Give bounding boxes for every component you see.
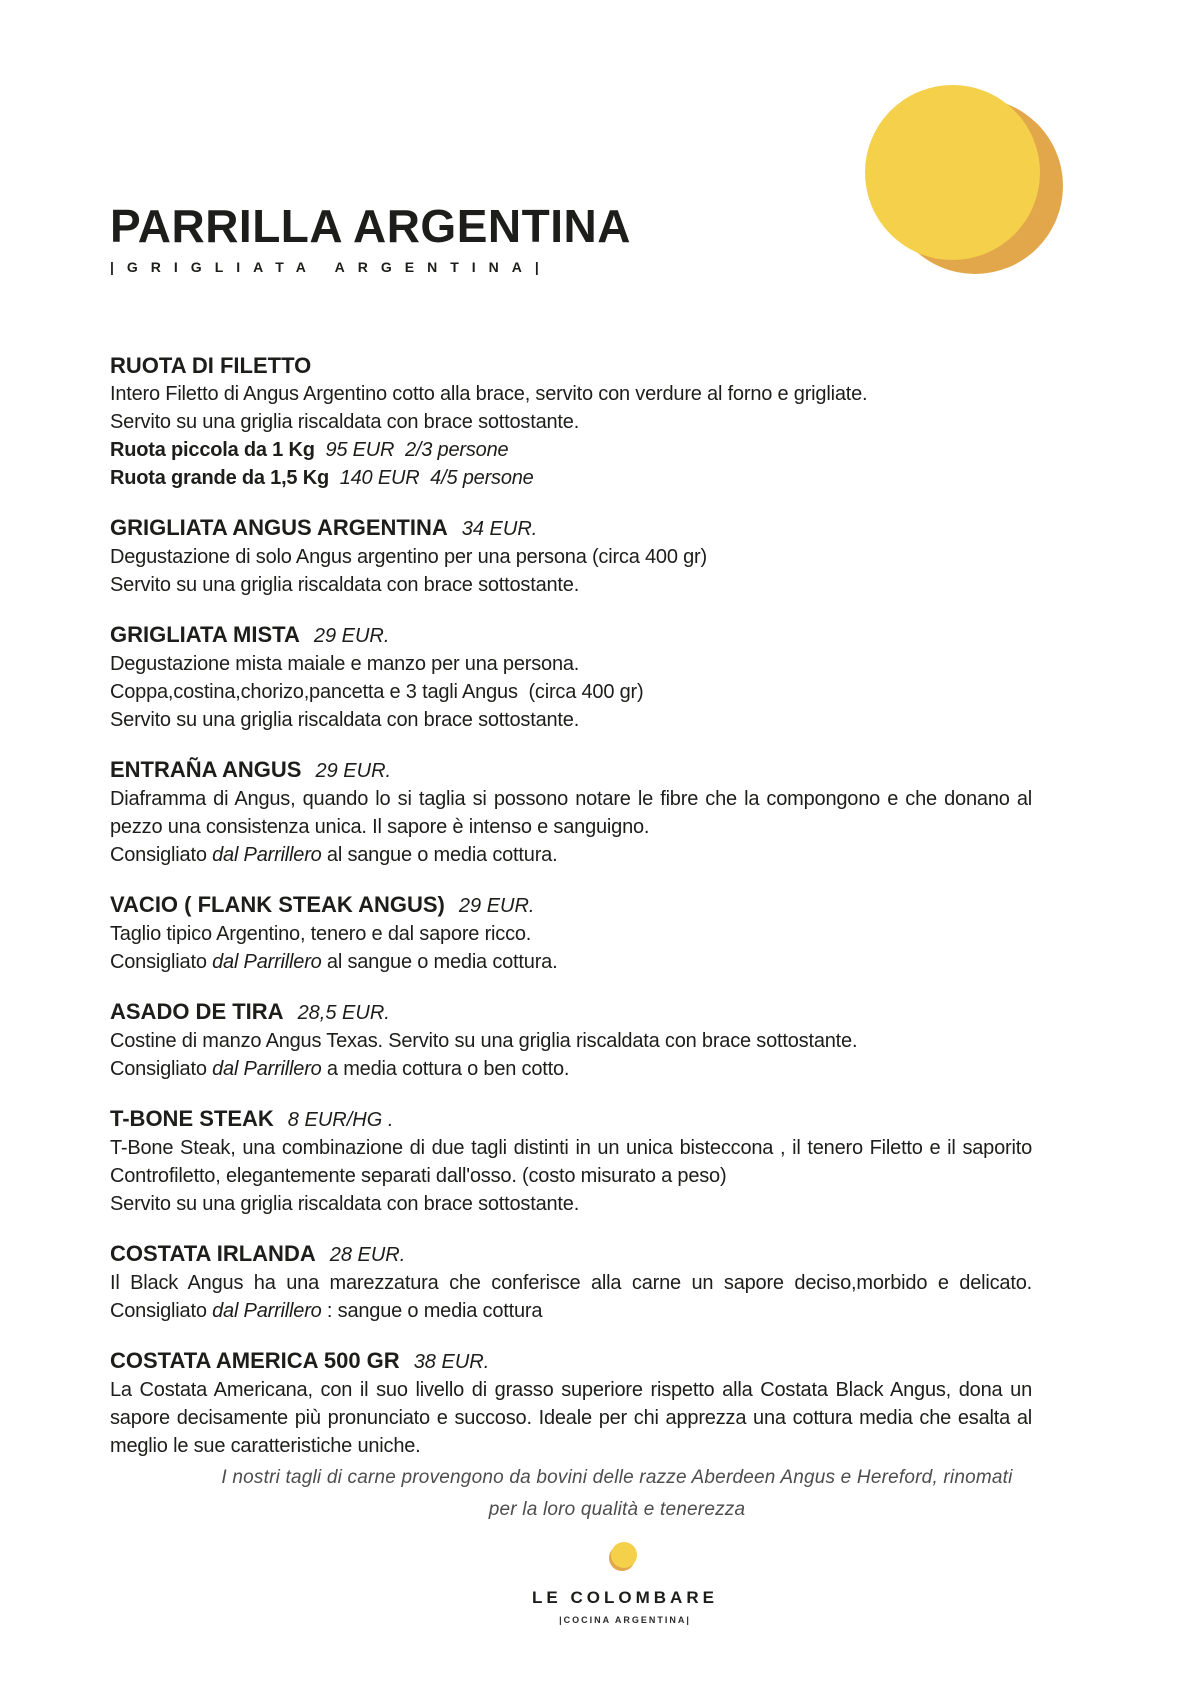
menu-item-header bbox=[110, 1347, 1032, 1376]
menu-item-line bbox=[110, 543, 1032, 571]
menu-item-line bbox=[110, 1190, 1032, 1218]
footer-sun-icon bbox=[611, 1542, 639, 1570]
menu-item-price: 28 EUR. bbox=[329, 1244, 406, 1266]
menu-item bbox=[110, 352, 1032, 492]
text-segment: dal Parrillero bbox=[212, 1058, 322, 1080]
menu-item-line bbox=[110, 1027, 1032, 1055]
page-subtitle: |GRIGLIATA ARGENTINA| bbox=[110, 259, 552, 275]
menu-item-line bbox=[110, 1269, 1032, 1297]
menu-item bbox=[110, 514, 1032, 599]
text-segment: Il Black Angus ha una marezzatura che conferisce alla carne un sapore deciso,morbido e delicato. bbox=[110, 1272, 1032, 1294]
menu-item bbox=[110, 621, 1032, 734]
menu-item-header bbox=[110, 891, 1032, 920]
text-segment: Servito su una griglia riscaldata con brace sottostante. bbox=[110, 574, 580, 596]
menu-item-name: T-BONE STEAK bbox=[110, 1106, 274, 1131]
text-segment: al sangue o media cottura. bbox=[321, 844, 558, 866]
menu-item-line bbox=[110, 650, 1032, 678]
text-segment: Taglio tipico Argentino, tenero e dal sapore ricco. bbox=[110, 923, 532, 945]
text-segment: dal Parrillero bbox=[212, 951, 322, 973]
brand-subtitle: |COCINA ARGENTINA| bbox=[559, 1615, 691, 1625]
sun-logo bbox=[865, 85, 1065, 285]
menu-item-line bbox=[110, 920, 1032, 948]
menu-item-name: ASADO DE TIRA bbox=[110, 999, 284, 1024]
menu-item-price: 29 EUR. bbox=[315, 760, 392, 782]
menu-item-line bbox=[110, 706, 1032, 734]
menu-item-line bbox=[110, 785, 1032, 841]
text-segment: 95 EUR 2/3 persone bbox=[314, 439, 509, 461]
page-title: PARRILLA ARGENTINA bbox=[110, 200, 631, 252]
text-segment: : sangue o media cottura bbox=[321, 1300, 543, 1322]
menu-item-line bbox=[110, 464, 1032, 492]
footer-sun-circle-icon bbox=[611, 1542, 637, 1568]
menu-item-header bbox=[110, 1105, 1032, 1134]
menu-item bbox=[110, 998, 1032, 1083]
menu-item-name: GRIGLIATA ANGUS ARGENTINA bbox=[110, 515, 448, 540]
menu-item bbox=[110, 1105, 1032, 1218]
menu-item-line bbox=[110, 1376, 1032, 1460]
page-header bbox=[110, 200, 631, 275]
text-segment: T-Bone Steak, una combinazione di due tagli distinti in un unica bisteccona , il tenero Filetto e il saporito Controfiletto, elegantemente separati dall'osso. (costo misurato a peso) bbox=[110, 1137, 1032, 1187]
menu-item-line bbox=[110, 408, 1032, 436]
menu-item-price: 29 EUR. bbox=[313, 625, 390, 647]
menu-item-header bbox=[110, 621, 1032, 650]
menu-item-price: 28,5 EUR. bbox=[297, 1002, 390, 1024]
menu-item-price: 38 EUR. bbox=[413, 1351, 490, 1373]
text-segment: Ruota piccola da 1 Kg bbox=[110, 439, 315, 461]
menu-item bbox=[110, 756, 1032, 869]
sun-circle-icon bbox=[865, 85, 1040, 260]
menu-list bbox=[110, 352, 1032, 1482]
menu-item-line bbox=[110, 1297, 1032, 1325]
menu-item-line bbox=[110, 1055, 1032, 1083]
text-segment: La Costata Americana, con il suo livello di grasso superiore rispetto alla Costata Black Angus, dona un sapore decisamente più pronunciato e succoso. Ideale per chi apprezza una cottura media che esalta al meglio le sue caratteristiche uniche. bbox=[110, 1379, 1032, 1457]
text-segment: dal Parrillero bbox=[212, 1300, 322, 1322]
text-segment: a media cottura o ben cotto. bbox=[321, 1058, 570, 1080]
menu-item-name: COSTATA AMERICA 500 GR bbox=[110, 1348, 400, 1373]
menu-item bbox=[110, 1347, 1032, 1460]
text-segment: Consigliato bbox=[110, 951, 213, 973]
menu-item-name: COSTATA IRLANDA bbox=[110, 1241, 316, 1266]
brand-name: LE COLOMBARE bbox=[532, 1588, 718, 1607]
text-segment: Diaframma di Angus, quando lo si taglia si possono notare le fibre che la compongono e che donano al pezzo una consistenza unica. Il sapore è intenso e sanguigno. bbox=[110, 788, 1032, 838]
text-segment: dal Parrillero bbox=[212, 844, 322, 866]
text-segment: Consigliato bbox=[110, 1300, 213, 1322]
text-segment: Intero Filetto di Angus Argentino cotto alla brace, servito con verdure al forno e grigliate. bbox=[110, 383, 868, 405]
menu-item-line bbox=[110, 436, 1032, 464]
footer-brand bbox=[25, 1542, 1200, 1625]
menu-item-header bbox=[110, 756, 1032, 785]
menu-item-line bbox=[110, 841, 1032, 869]
menu-item bbox=[110, 1240, 1032, 1325]
text-segment: Ruota grande da 1,5 Kg bbox=[110, 467, 329, 489]
text-segment: Servito su una griglia riscaldata con brace sottostante. bbox=[110, 1193, 580, 1215]
text-segment: al sangue o media cottura. bbox=[321, 951, 558, 973]
text-segment: Coppa,costina,chorizo,pancetta e 3 tagli Angus (circa 400 gr) bbox=[110, 681, 644, 703]
footer-note bbox=[17, 1462, 1200, 1526]
menu-item-header bbox=[110, 998, 1032, 1027]
menu-item-name: VACIO ( FLANK STEAK ANGUS) bbox=[110, 892, 445, 917]
footer-note-line-2: per la loro qualità e tenerezza bbox=[488, 1499, 746, 1520]
menu-item-price: 34 EUR. bbox=[461, 518, 538, 540]
text-segment: Consigliato bbox=[110, 844, 213, 866]
text-segment: Servito su una griglia riscaldata con brace sottostante. bbox=[110, 709, 580, 731]
menu-item-line bbox=[110, 380, 1032, 408]
menu-item-line bbox=[110, 948, 1032, 976]
menu-item-line bbox=[110, 1134, 1032, 1190]
text-segment: Degustazione di solo Angus argentino per una persona (circa 400 gr) bbox=[110, 546, 707, 568]
menu-item-header bbox=[110, 514, 1032, 543]
menu-item-name: ENTRAÑA ANGUS bbox=[110, 757, 302, 782]
menu-item-header bbox=[110, 1240, 1032, 1269]
menu-item-header bbox=[110, 352, 1032, 380]
text-segment: 140 EUR 4/5 persone bbox=[328, 467, 534, 489]
menu-item-name: RUOTA DI FILETTO bbox=[110, 353, 312, 378]
menu-item-line bbox=[110, 571, 1032, 599]
text-segment: Costine di manzo Angus Texas. Servito su una griglia riscaldata con brace sottostante. bbox=[110, 1030, 858, 1052]
text-segment: Degustazione mista maiale e manzo per una persona. bbox=[110, 653, 580, 675]
text-segment: Servito su una griglia riscaldata con brace sottostante. bbox=[110, 411, 580, 433]
menu-item-name: GRIGLIATA MISTA bbox=[110, 622, 300, 647]
menu-item-line bbox=[110, 678, 1032, 706]
menu-item bbox=[110, 891, 1032, 976]
text-segment: Consigliato bbox=[110, 1058, 213, 1080]
footer-note-line-1: I nostri tagli di carne provengono da bovini delle razze Aberdeen Angus e Hereford, rinomati bbox=[221, 1467, 1013, 1488]
menu-item-price: 29 EUR. bbox=[458, 895, 535, 917]
menu-item-price: 8 EUR/HG . bbox=[287, 1109, 394, 1131]
